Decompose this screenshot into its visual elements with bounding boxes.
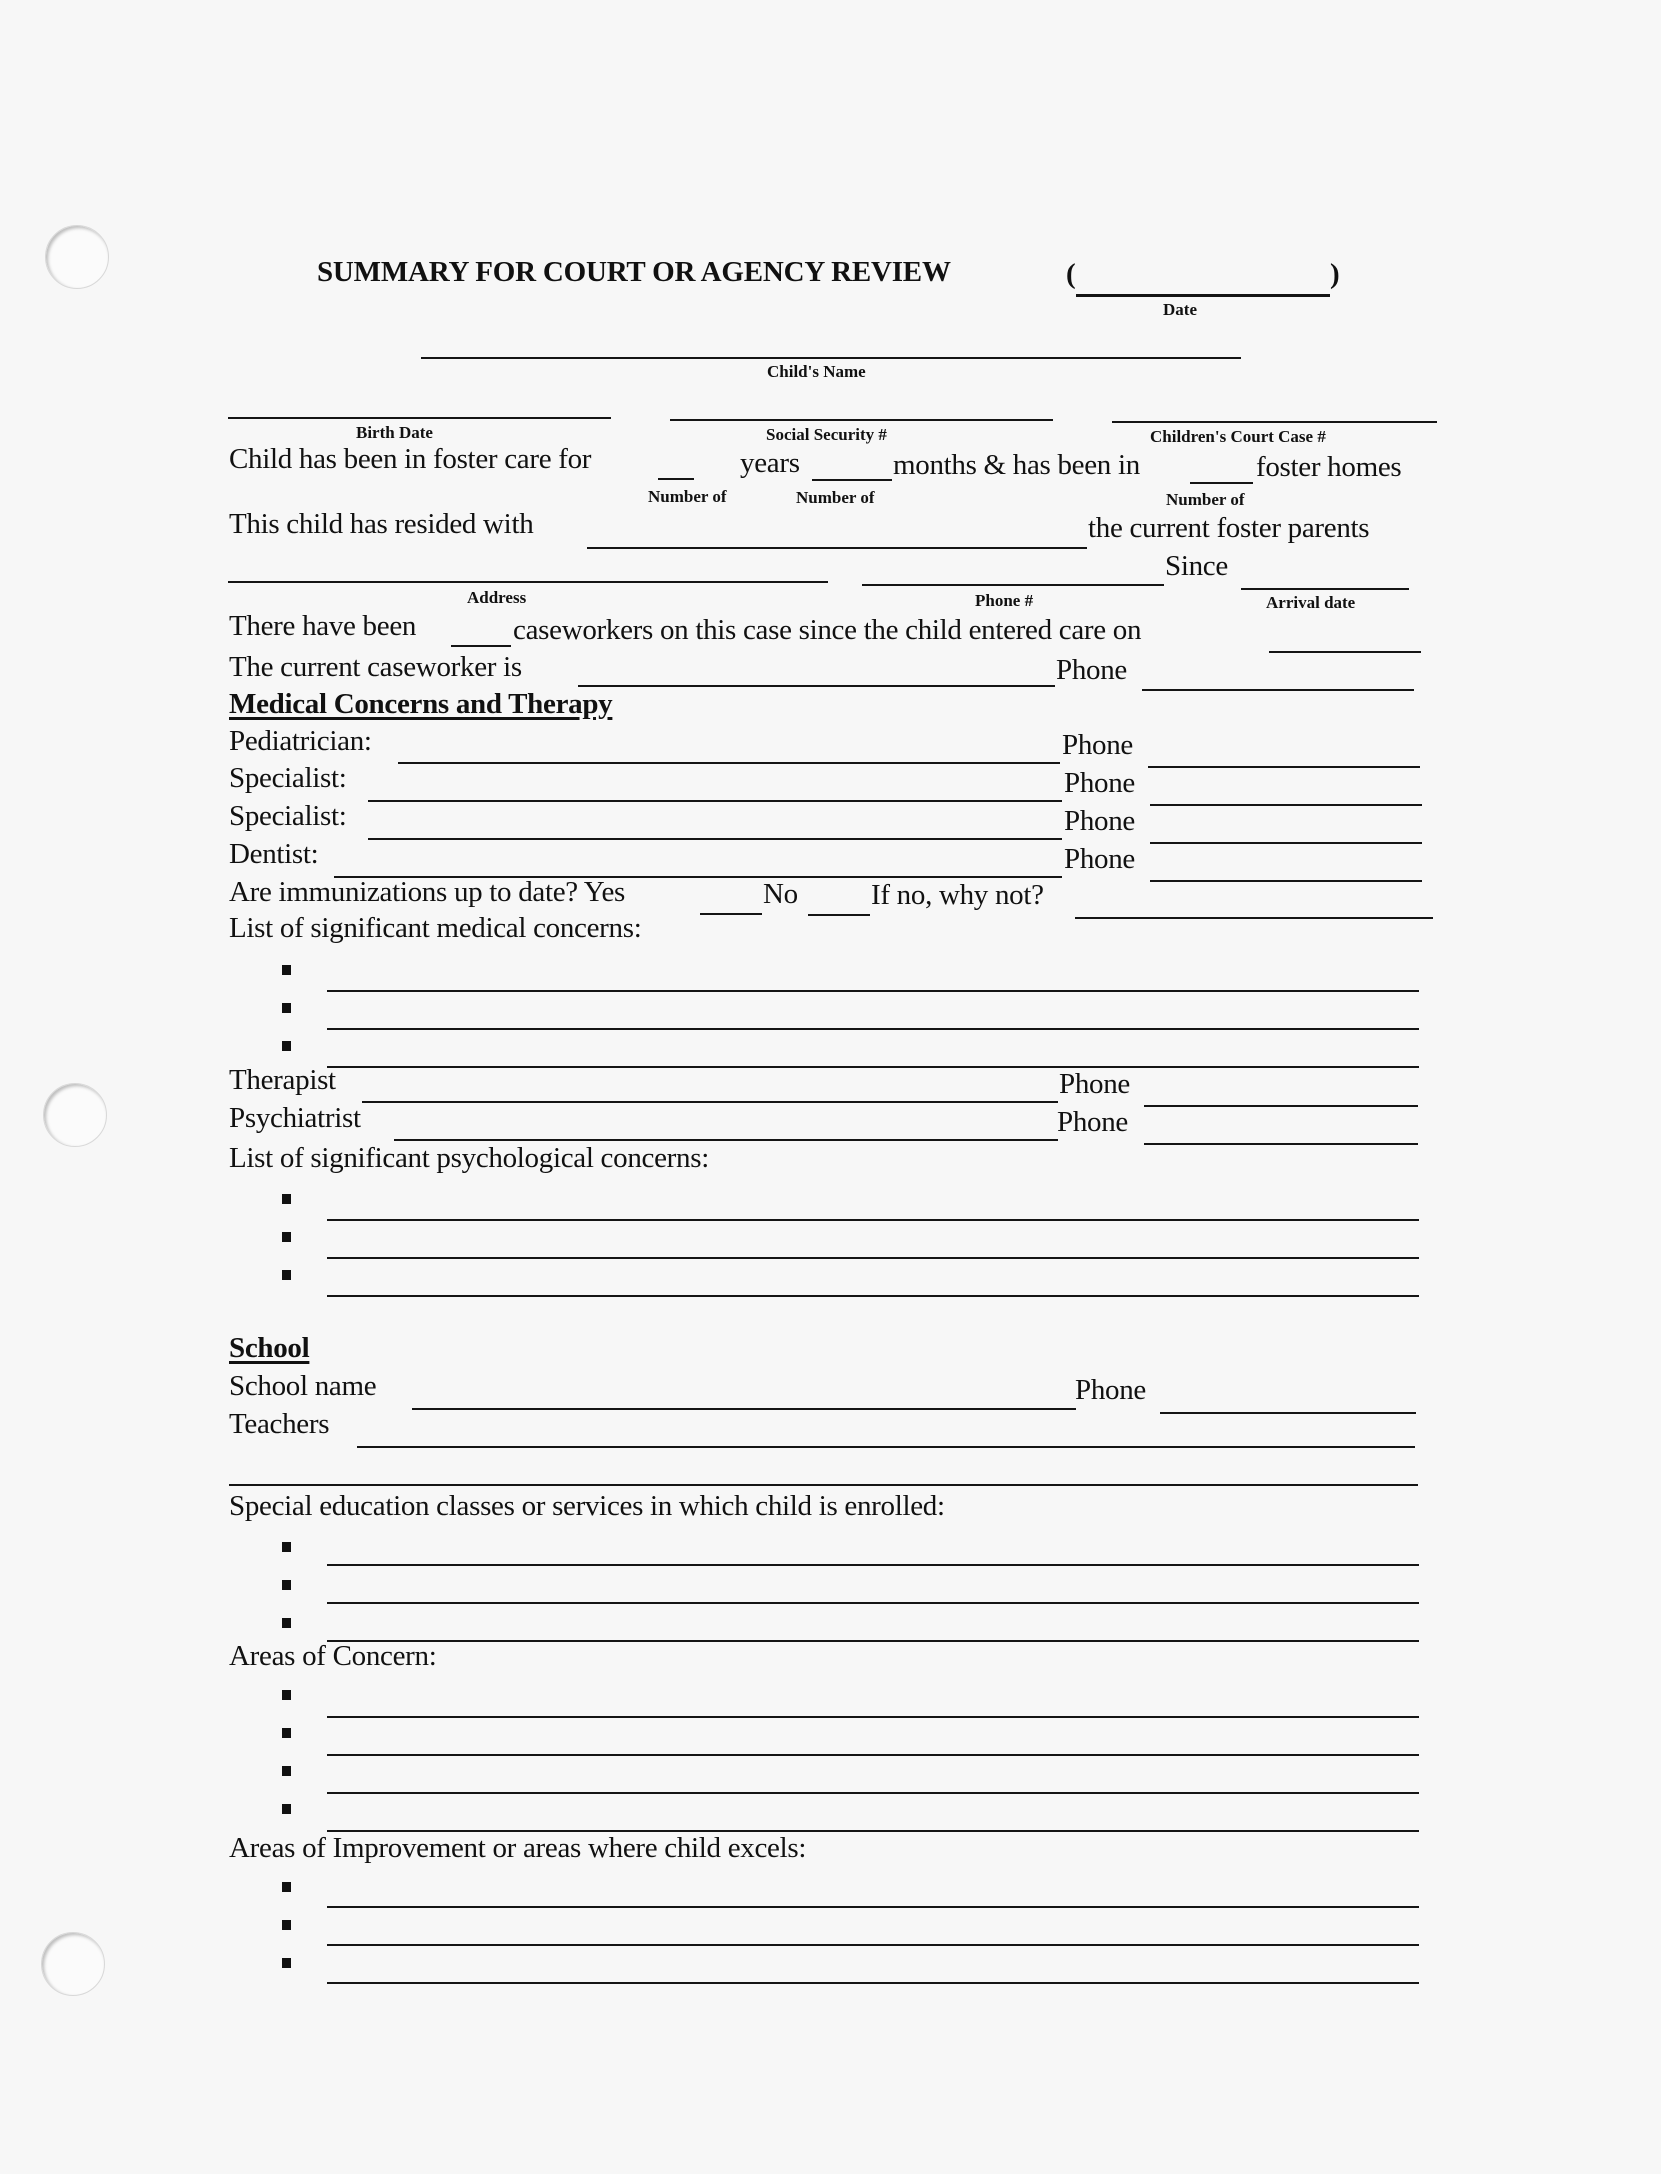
dentist-phone-field[interactable] <box>1150 880 1422 882</box>
immunizations-no-label: No <box>763 878 798 910</box>
years-label: years <box>740 447 800 479</box>
medical-concern-field[interactable] <box>327 1066 1419 1068</box>
teachers-field-2[interactable] <box>229 1484 1418 1486</box>
if-no-label: If no, why not? <box>871 879 1044 911</box>
therapist-phone-field[interactable] <box>1144 1105 1418 1107</box>
phone-caption: Phone # <box>975 591 1034 610</box>
therapist-label: Therapist <box>229 1064 336 1096</box>
foster-parents-field[interactable] <box>587 547 1087 549</box>
date-caption: Date <box>1163 300 1197 319</box>
caseworker-count-field[interactable] <box>451 645 511 647</box>
school-phone-field[interactable] <box>1160 1412 1416 1414</box>
bullet <box>282 1194 291 1204</box>
psychiatrist-label: Psychiatrist <box>229 1102 361 1134</box>
provider-phone-label: Phone <box>1064 805 1136 837</box>
child-name-caption: Child's Name <box>767 362 866 381</box>
foster-care-prefix: Child has been in foster care for <box>229 443 592 475</box>
current-caseworker-label: The current caseworker is <box>229 651 522 683</box>
provider-label: Dentist: <box>229 838 319 870</box>
resided-prefix: This child has resided with <box>229 508 534 540</box>
teachers-field[interactable] <box>357 1446 1415 1448</box>
therapist-field[interactable] <box>362 1101 1058 1103</box>
number-of-caption: Number of <box>648 487 727 506</box>
medical-concern-field[interactable] <box>327 1028 1419 1030</box>
current-caseworker-field[interactable] <box>578 685 1055 687</box>
psych-concerns-label: List of significant psychological concerns: <box>229 1142 709 1174</box>
concern-field[interactable] <box>327 1792 1419 1794</box>
date-field[interactable] <box>1076 294 1330 297</box>
special-ed-field[interactable] <box>327 1564 1419 1566</box>
bullet <box>282 1882 291 1892</box>
court-case-caption: Children's Court Case # <box>1150 427 1326 446</box>
specialist-1-field[interactable] <box>368 800 1062 802</box>
number-of-caption: Number of <box>1166 490 1245 509</box>
bullet <box>282 1690 291 1700</box>
bullet <box>282 1766 291 1776</box>
areas-of-improvement-label: Areas of Improvement or areas where child excels: <box>229 1832 807 1864</box>
special-ed-label: Special education classes or services in which child is enrolled: <box>229 1490 945 1522</box>
immunizations-no-field[interactable] <box>808 914 870 916</box>
improvement-field[interactable] <box>327 1944 1419 1946</box>
bullet <box>282 1618 291 1628</box>
address-caption: Address <box>467 588 527 607</box>
immunizations-question: Are immunizations up to date? Yes <box>229 876 626 908</box>
bullet <box>282 1270 291 1280</box>
bullet <box>282 1804 291 1814</box>
since-label: Since <box>1165 550 1228 582</box>
bullet <box>282 1003 291 1013</box>
areas-of-concern-label: Areas of Concern: <box>229 1640 437 1672</box>
arrival-date-caption: Arrival date <box>1266 593 1356 612</box>
psych-concern-field[interactable] <box>327 1257 1419 1259</box>
specialist-2-field[interactable] <box>368 838 1062 840</box>
provider-phone-label: Phone <box>1064 767 1136 799</box>
teachers-label: Teachers <box>229 1408 330 1440</box>
ssn-field[interactable] <box>670 419 1053 421</box>
medical-concerns-label: List of significant medical concerns: <box>229 912 642 944</box>
title-paren-open: ( <box>1066 258 1076 290</box>
school-phone-label: Phone <box>1075 1374 1147 1406</box>
provider-phone-label: Phone <box>1064 843 1136 875</box>
psychiatrist-phone-label: Phone <box>1057 1106 1129 1138</box>
page-title: SUMMARY FOR COURT OR AGENCY REVIEW <box>317 256 951 288</box>
medical-concern-field[interactable] <box>327 990 1419 992</box>
improvement-field[interactable] <box>327 1982 1419 1984</box>
child-name-field[interactable] <box>421 357 1241 359</box>
pediatrician-phone-field[interactable] <box>1148 766 1420 768</box>
improvement-field[interactable] <box>327 1906 1419 1908</box>
bullet <box>282 1542 291 1552</box>
resided-suffix: the current foster parents <box>1088 512 1370 544</box>
caseworker-phone-field[interactable] <box>1142 689 1414 691</box>
specialist-1-phone-field[interactable] <box>1150 804 1422 806</box>
concern-field[interactable] <box>327 1754 1419 1756</box>
special-ed-field[interactable] <box>327 1640 1419 1642</box>
months-label: months & has been in <box>893 449 1140 481</box>
foster-phone-field[interactable] <box>862 584 1164 586</box>
entered-care-date-field[interactable] <box>1269 651 1421 653</box>
school-heading: School <box>229 1332 310 1364</box>
bullet <box>282 1580 291 1590</box>
caseworkers-suffix: caseworkers on this case since the child entered care on <box>513 614 1142 646</box>
birth-date-caption: Birth Date <box>356 423 433 442</box>
foster-homes-label: foster homes <box>1256 451 1402 483</box>
punch-hole <box>41 1932 105 1996</box>
provider-label: Specialist: <box>229 762 347 794</box>
school-name-label: School name <box>229 1370 377 1402</box>
birth-date-field[interactable] <box>228 417 611 419</box>
ssn-caption: Social Security # <box>766 425 887 444</box>
court-case-field[interactable] <box>1112 421 1437 423</box>
punch-hole <box>45 225 109 289</box>
therapist-phone-label: Phone <box>1059 1068 1131 1100</box>
provider-label: Specialist: <box>229 800 347 832</box>
bullet <box>282 1041 291 1051</box>
title-paren-close: ) <box>1330 258 1340 290</box>
caseworkers-prefix: There have been <box>229 610 417 642</box>
why-not-field[interactable] <box>1075 917 1433 919</box>
number-of-caption: Number of <box>796 488 875 507</box>
specialist-2-phone-field[interactable] <box>1150 842 1422 844</box>
months-field[interactable] <box>812 479 892 481</box>
years-field[interactable] <box>658 478 694 480</box>
provider-phone-label: Phone <box>1062 729 1134 761</box>
foster-homes-field[interactable] <box>1190 482 1253 484</box>
concern-field[interactable] <box>327 1716 1419 1718</box>
immunizations-yes-field[interactable] <box>700 913 762 915</box>
bullet <box>282 965 291 975</box>
address-field[interactable] <box>228 581 828 583</box>
psych-concern-field[interactable] <box>327 1295 1419 1297</box>
psych-concern-field[interactable] <box>327 1219 1419 1221</box>
punch-hole <box>43 1083 107 1147</box>
psychiatrist-field[interactable] <box>394 1139 1058 1141</box>
pediatrician-field[interactable] <box>398 762 1060 764</box>
bullet <box>282 1920 291 1930</box>
arrival-date-field[interactable] <box>1241 588 1409 590</box>
school-name-field[interactable] <box>412 1408 1076 1410</box>
bullet <box>282 1232 291 1242</box>
caseworker-phone-label: Phone <box>1056 654 1128 686</box>
psychiatrist-phone-field[interactable] <box>1144 1143 1418 1145</box>
bullet <box>282 1728 291 1738</box>
bullet <box>282 1958 291 1968</box>
medical-heading: Medical Concerns and Therapy <box>229 688 613 720</box>
provider-label: Pediatrician: <box>229 725 372 757</box>
special-ed-field[interactable] <box>327 1602 1419 1604</box>
